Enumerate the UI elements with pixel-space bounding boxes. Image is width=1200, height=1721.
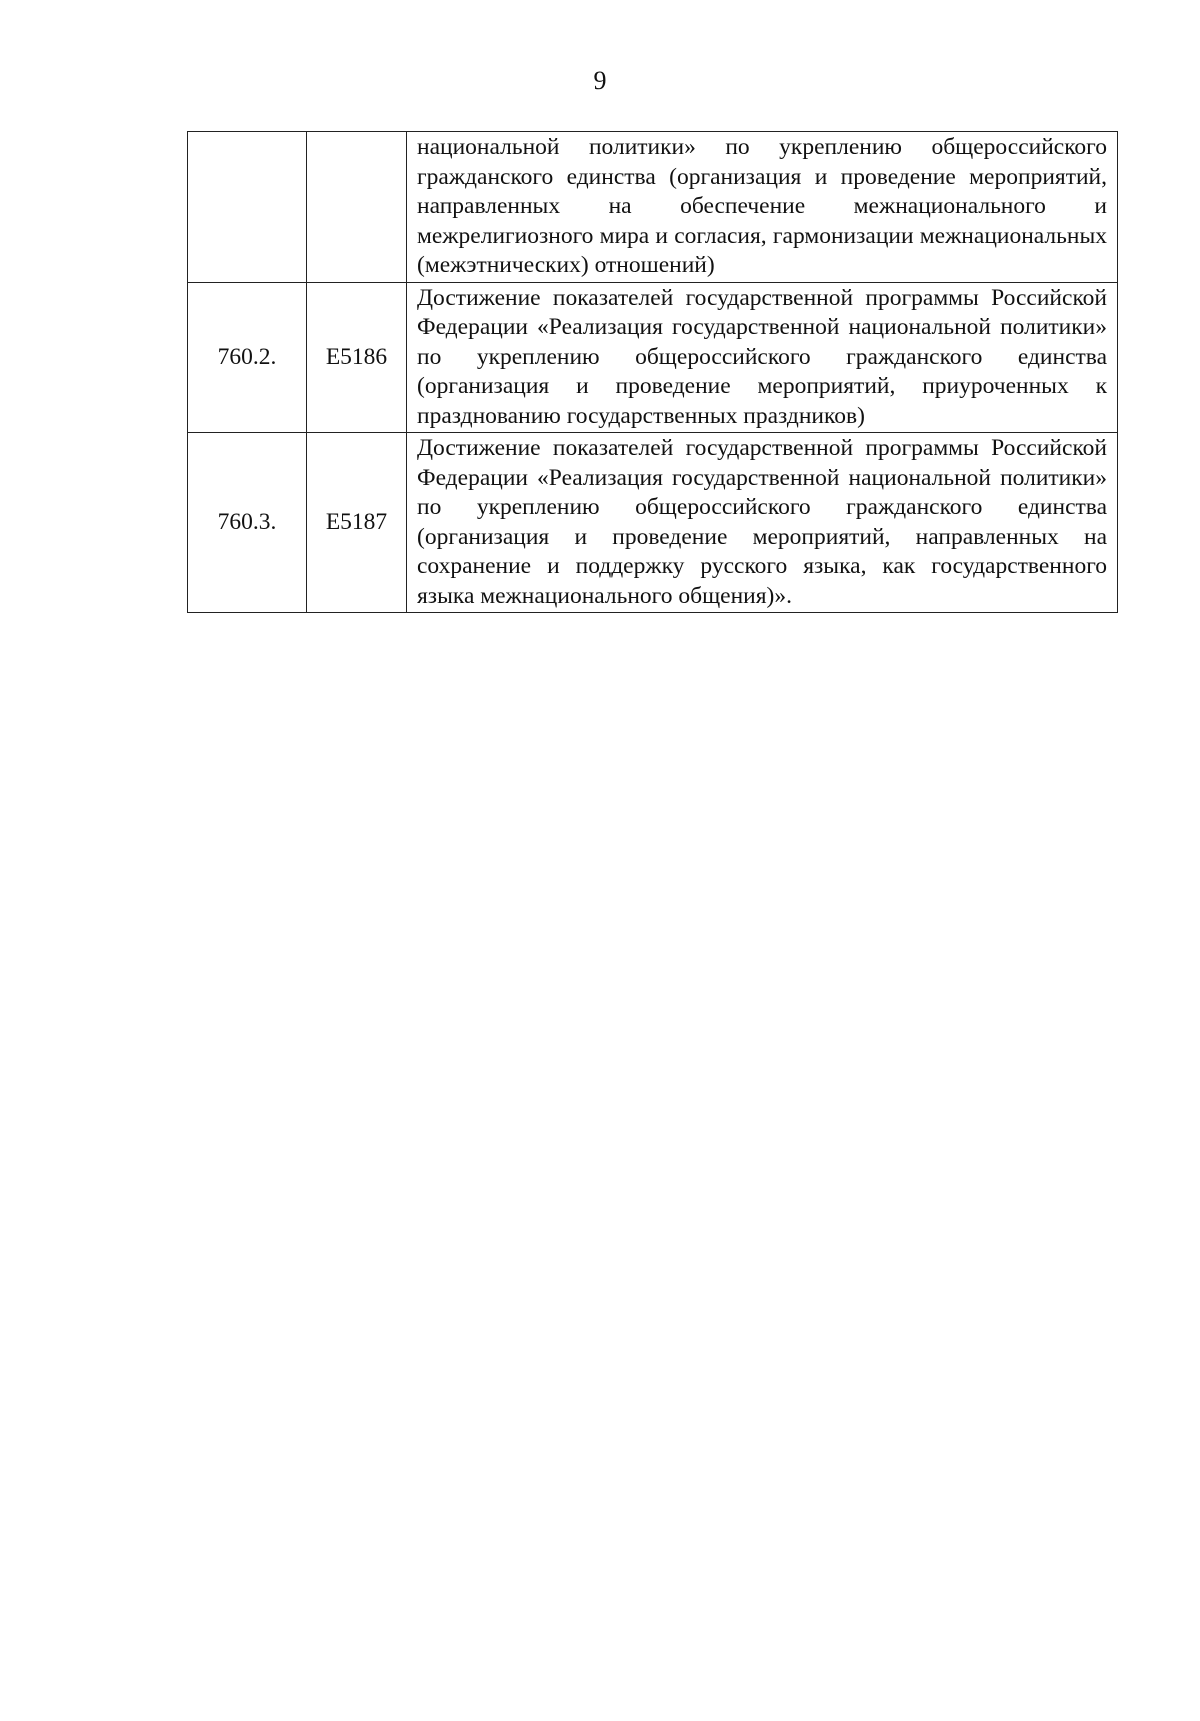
row-description-cell: национальной политики» по укреплению общероссийского гражданского единства (организация и проведение мероприятий, направленных на обеспечение межнационального и межрелигиозного мира и согласия, гармонизации межнациональных (межэтнических) отношений): [407, 132, 1118, 283]
row-number-cell: 760.2.: [188, 282, 307, 433]
row-description-cell: Достижение показателей государственной программы Российской Федерации «Реализация государственной национальной политики» по укреплению общероссийского гражданского единства (организация и проведение мероприятий, направленных на сохранение и поддержку русского языка, как государственного языка межнационального общения)».: [407, 433, 1118, 613]
row-number-cell: [188, 132, 307, 283]
row-code-cell: E5187: [307, 433, 407, 613]
row-number-cell: 760.3.: [188, 433, 307, 613]
table-row: [188, 132, 1118, 283]
table-row: [188, 433, 1118, 613]
row-code-cell: E5186: [307, 282, 407, 433]
budget-classification-table: [187, 131, 1118, 613]
row-code-cell: [307, 132, 407, 283]
row-description-cell: Достижение показателей государственной программы Российской Федерации «Реализация государственной национальной политики» по укреплению общероссийского гражданского единства (организация и проведение мероприятий, приуроченных к празднованию государственных праздников): [407, 282, 1118, 433]
page-number: 9: [593, 66, 607, 95]
table-row: [188, 282, 1118, 433]
